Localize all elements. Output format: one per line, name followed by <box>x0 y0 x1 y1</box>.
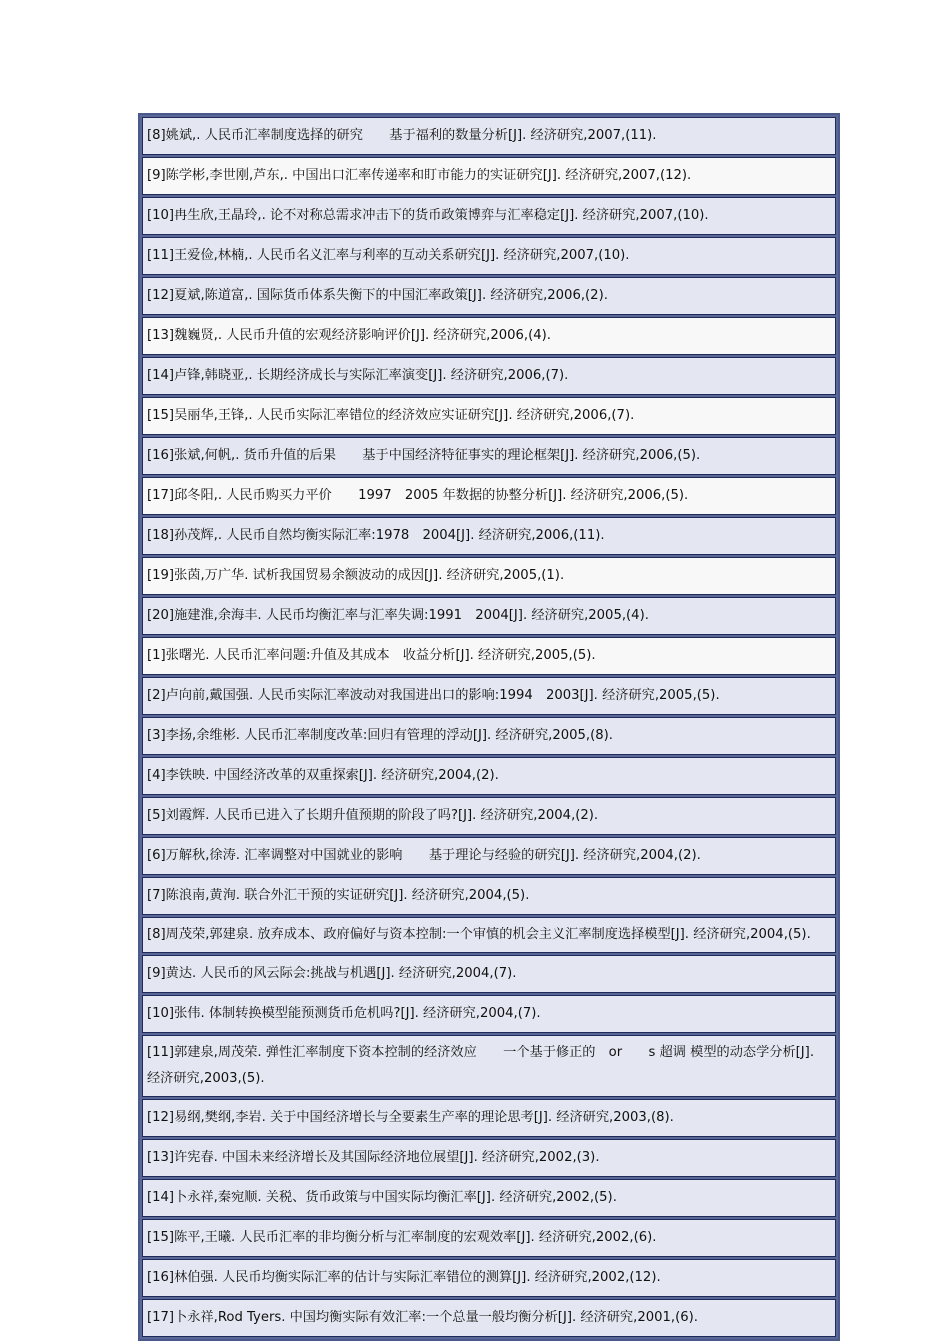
reference-text: [9]陈学彬,李世刚,芦东,. 中国出口汇率传递率和盯市能力的实证研究[J]. 经济研究,2007,(12). <box>147 168 692 183</box>
reference-row <box>142 797 836 835</box>
reference-row <box>142 357 836 395</box>
reference-row <box>142 757 836 795</box>
reference-text: [4]李铁映. 中国经济改革的双重探索[J]. 经济研究,2004,(2). <box>147 768 499 783</box>
reference-text: [1]张曙光. 人民币汇率问题:升值及其成本 收益分析[J]. 经济研究,2005,(5). <box>147 648 596 663</box>
reference-text: [14]卢锋,韩晓亚,. 长期经济成长与实际汇率演变[J]. 经济研究,2006,(7). <box>147 368 569 383</box>
reference-row <box>142 157 836 195</box>
reference-text: [17]邱冬阳,. 人民币购买力平价 1997 2005 年数据的协整分析[J]. 经济研究,2006,(5). <box>147 488 689 503</box>
reference-row <box>142 517 836 555</box>
reference-text: [9]黄达. 人民币的风云际会:挑战与机遇[J]. 经济研究,2004,(7). <box>147 966 517 981</box>
reference-row <box>142 877 836 915</box>
reference-text: [10]张伟. 体制转换模型能预测货币危机吗?[J]. 经济研究,2004,(7). <box>147 1006 541 1021</box>
reference-row <box>142 1139 836 1177</box>
reference-row <box>142 317 836 355</box>
reference-text: [7]陈浪南,黄洵. 联合外汇干预的实证研究[J]. 经济研究,2004,(5). <box>147 888 530 903</box>
reference-row <box>142 1099 836 1137</box>
reference-text: [16]林伯强. 人民币均衡实际汇率的估计与实际汇率错位的测算[J]. 经济研究,2002,(12). <box>147 1270 661 1285</box>
reference-text: [17]卜永祥,Rod Tyers. 中国均衡实际有效汇率:一个总量一般均衡分析[J]. 经济研究,2001,(6). <box>147 1310 698 1325</box>
reference-text: [15]吴丽华,王锋,. 人民币实际汇率错位的经济效应实证研究[J]. 经济研究,2006,(7). <box>147 408 635 423</box>
reference-text: [13]许宪春. 中国未来经济增长及其国际经济地位展望[J]. 经济研究,2002,(3). <box>147 1150 600 1165</box>
reference-text: [10]冉生欣,王晶玲,. 论不对称总需求冲击下的货币政策博弈与汇率稳定[J]. 经济研究,2007,(10). <box>147 208 709 223</box>
reference-text: [19]张茵,万广华. 试析我国贸易余额波动的成因[J]. 经济研究,2005,(1). <box>147 568 565 583</box>
reference-text: [8]姚斌,. 人民币汇率制度选择的研究 基于福利的数量分析[J]. 经济研究,2007,(11). <box>147 128 657 143</box>
reference-row <box>142 397 836 435</box>
reference-text: [8]周茂荣,郭建泉. 放弃成本、政府偏好与资本控制:一个审慎的机会主义汇率制度选择模型[J]. 经济研究,2004,(5). <box>147 927 811 942</box>
reference-row <box>142 277 836 315</box>
reference-text: [14]卜永祥,秦宛顺. 关税、货币政策与中国实际均衡汇率[J]. 经济研究,2002,(5). <box>147 1190 617 1205</box>
reference-row <box>142 1035 836 1097</box>
reference-text: [5]刘霞辉. 人民币已进入了长期升值预期的阶段了吗?[J]. 经济研究,2004,(2). <box>147 808 599 823</box>
reference-row <box>142 995 836 1033</box>
reference-row <box>142 837 836 875</box>
reference-row <box>142 917 836 953</box>
reference-text: [3]李扬,余维彬. 人民币汇率制度改革:回归有管理的浮动[J]. 经济研究,2005,(8). <box>147 728 613 743</box>
reference-row <box>142 117 836 155</box>
reference-text: [16]张斌,何帆,. 货币升值的后果 基于中国经济特征事实的理论框架[J]. 经济研究,2006,(5). <box>147 448 701 463</box>
reference-text: [2]卢向前,戴国强. 人民币实际汇率波动对我国进出口的影响:1994 2003[J]. 经济研究,2005,(5). <box>147 688 720 703</box>
reference-text: [18]孙茂辉,. 人民币自然均衡实际汇率:1978 2004[J]. 经济研究,2006,(11). <box>147 528 605 543</box>
reference-row <box>142 477 836 515</box>
reference-row <box>142 677 836 715</box>
reference-row <box>142 197 836 235</box>
reference-text: [20]施建淮,余海丰. 人民币均衡汇率与汇率失调:1991 2004[J]. 经济研究,2005,(4). <box>147 608 649 623</box>
reference-row <box>142 1299 836 1337</box>
reference-text: [15]陈平,王曦. 人民币汇率的非均衡分析与汇率制度的宏观效率[J]. 经济研究,2002,(6). <box>147 1230 657 1245</box>
reference-row <box>142 1179 836 1217</box>
reference-row <box>142 237 836 275</box>
reference-row <box>142 637 836 675</box>
reference-text: [13]魏巍贤,. 人民币升值的宏观经济影响评价[J]. 经济研究,2006,(4). <box>147 328 551 343</box>
reference-text: [6]万解秋,徐涛. 汇率调整对中国就业的影响 基于理论与经验的研究[J]. 经济研究,2004,(2). <box>147 848 701 863</box>
reference-text: [12]易纲,樊纲,李岩. 关于中国经济增长与全要素生产率的理论思考[J]. 经济研究,2003,(8). <box>147 1110 674 1125</box>
reference-row <box>142 717 836 755</box>
reference-list-table <box>138 113 840 1341</box>
reference-row <box>142 1219 836 1257</box>
reference-row <box>142 557 836 595</box>
reference-row <box>142 1259 836 1297</box>
reference-text: [11]王爱俭,林楠,. 人民币名义汇率与利率的互动关系研究[J]. 经济研究,2007,(10). <box>147 248 630 263</box>
reference-row <box>142 955 836 993</box>
reference-text: [12]夏斌,陈道富,. 国际货币体系失衡下的中国汇率政策[J]. 经济研究,2006,(2). <box>147 288 608 303</box>
reference-row <box>142 597 836 635</box>
reference-text: [11]郭建泉,周茂荣. 弹性汇率制度下资本控制的经济效应 一个基于修正的 or s 超调 模型的动态学分析[J]. 经济研究,2003,(5). <box>147 1045 815 1086</box>
reference-row <box>142 437 836 475</box>
